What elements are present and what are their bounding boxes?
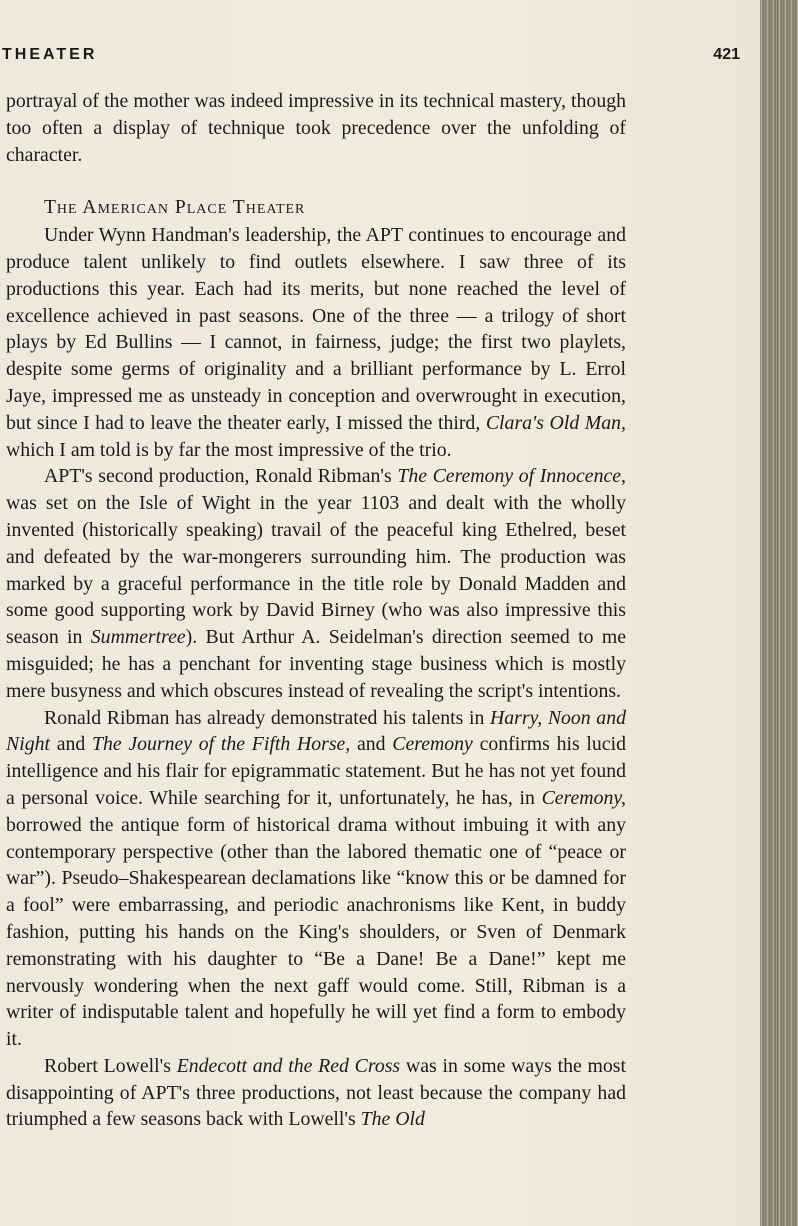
paragraph-text: Ronald Ribman has already demonstrated his talents in [44,706,485,729]
paragraph-text: portrayal of the mother was indeed impressive in its technical mastery, though too often a display of technique took precedence over the unfolding of character. [6,90,626,166]
paragraph-text: confirms his lucid intelligence and his flair for epigrammatic statement. But he has not yet found a personal voice. While searching for it, unfortunately, he has, in [6,733,626,809]
play-title: Ceremony, [541,786,626,809]
play-title: The Old [360,1108,425,1131]
paragraph-text: borrowed the antique form of historical drama without imbuing it with any contemporary perspective (other than the labored thematic one of “peace or war”). Pseudo–Shakespearean declamations like “know this or be damned for a fool” were embarrassing, and periodic anachronisms like Kent, in buddy fashion, putting his hands on the King's shoulders, or Sven of Denmark remonstrating with his daughter to “Be a Dane! Be a Dane!” kept me nervously wondering when the next gaff would come. Still, Ribman is a writer of indisputable talent and hopefully he will yet find a form to embody it. [6,813,626,1051]
paragraph-text: Robert Lowell's [44,1054,171,1077]
play-title: Clara's Old Man, [485,411,626,434]
play-title: The Ceremony of Innocence, [397,465,626,488]
section-heading: The American Place Theater [44,197,306,219]
paragraph-lowell [6,1053,626,1133]
body-text [6,88,626,1133]
paragraph-text: which I am told is by far the most impressive of the trio. [6,438,452,461]
paragraph-text: and [56,733,86,756]
paragraph-text: Under Wynn Handman's leadership, the APT continues to encourage and produce talent unlikely to find outlets elsewhere. I saw three of its productions this year. Each had its merits, but none reached the level of excellence achieved in past seasons. One of the three — a trilogy of short plays by Ed Bullins — I cannot, in fairness, judge; the first two playlets, despite some germs of originality and a brilliant performance by L. Errol Jaye, impressed me as unsteady in conception and overwrought in execution, but since I had to leave the theater early, I missed the third, [6,224,626,434]
paragraph-ribman [6,705,626,1053]
play-title: Harry, Noon and Night [6,706,626,756]
page-header [0,46,740,70]
running-head: THEATER [2,46,98,63]
paragraph-continuation [6,88,626,168]
paragraph-text: was set on the Isle of Wight in the year 1103 and dealt with the wholly invented (historically speaking) travail of the peaceful king Ethelred, beset and defeated by the war-mongerers surrounding him. The production was marked by a graceful performance in the title role by Donald Madden and some good supporting work by David Birney (who was also impressive this season in [6,492,626,649]
play-title: Endecott and the Red Cross [176,1054,401,1077]
paragraph-ceremony [6,463,626,704]
play-title: The Journey of the Fifth Horse, [91,733,351,756]
page-number: 421 [713,46,740,63]
book-gutter-edge [760,0,798,1226]
paragraph-text: and [356,733,386,756]
play-title: Summertree [90,626,186,649]
paragraph-text: was in some ways the most disappointing of APT's three productions, not least because the company had triumphed a few seasons back with Lowell's [6,1054,626,1131]
paragraph-text: APT's second production, Ronald Ribman's [44,465,392,488]
play-title: Ceremony [392,733,473,756]
paragraph-text: ). But Arthur A. Seidelman's direction seemed to me misguided; he has a penchant for inventing stage business which is mostly mere busyness and which obscures instead of revealing the script's intentions. [6,626,626,702]
paragraph-apt-intro [6,222,626,463]
